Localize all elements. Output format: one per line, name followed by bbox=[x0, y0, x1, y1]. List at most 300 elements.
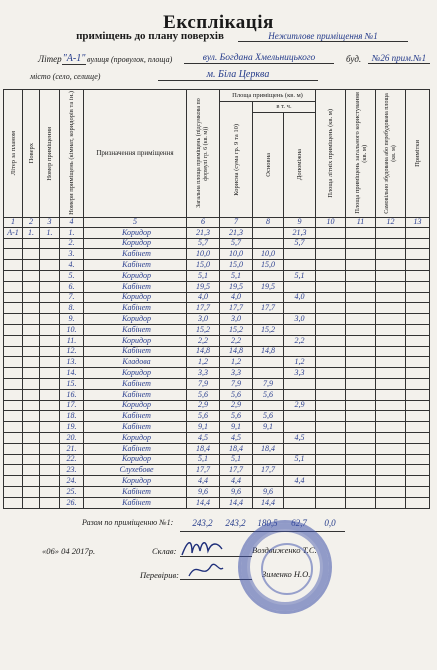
checked-signature bbox=[185, 558, 225, 582]
cell-liter bbox=[4, 422, 23, 433]
cell-useful: 5,6 bbox=[220, 411, 253, 422]
cell-empty bbox=[376, 324, 406, 335]
cell-name: Кабінет bbox=[84, 411, 187, 422]
cell-aux: 4,0 bbox=[284, 292, 316, 303]
table-row bbox=[4, 335, 430, 346]
cell-sub: 23. bbox=[60, 465, 84, 476]
cell-name: Кабінет bbox=[84, 378, 187, 389]
cell-sub: 10. bbox=[60, 324, 84, 335]
cell-liter bbox=[4, 281, 23, 292]
cell-empty bbox=[346, 249, 376, 260]
cell-empty bbox=[316, 270, 346, 281]
city-value: м. Біла Церква bbox=[158, 69, 318, 81]
cell-empty bbox=[406, 249, 430, 260]
cell-empty bbox=[406, 454, 430, 465]
cell-empty bbox=[406, 400, 430, 411]
cell-empty bbox=[316, 314, 346, 325]
cell-empty bbox=[346, 292, 376, 303]
liter-value: "А-1" bbox=[62, 53, 86, 64]
cell-sub: 25. bbox=[60, 486, 84, 497]
cell-empty bbox=[346, 335, 376, 346]
cell-liter bbox=[4, 292, 23, 303]
cell-empty bbox=[406, 281, 430, 292]
cell-floor bbox=[23, 389, 40, 400]
cell-room: 1. bbox=[40, 227, 60, 238]
cell-total: 18,4 bbox=[187, 443, 220, 454]
cell-floor bbox=[23, 314, 40, 325]
cell-empty bbox=[406, 292, 430, 303]
cell-main: 14,4 bbox=[253, 497, 284, 508]
cell-name: Кабінет bbox=[84, 324, 187, 335]
col-room-no: Номер приміщення bbox=[40, 90, 60, 218]
cell-room bbox=[40, 411, 60, 422]
cell-aux bbox=[284, 465, 316, 476]
cell-empty bbox=[376, 238, 406, 249]
cell-room bbox=[40, 335, 60, 346]
cell-sub: 15. bbox=[60, 378, 84, 389]
cell-liter: А-1 bbox=[4, 227, 23, 238]
cell-empty bbox=[406, 357, 430, 368]
cell-useful: 14,8 bbox=[220, 346, 253, 357]
cell-floor bbox=[23, 238, 40, 249]
document-title: Експлікація bbox=[163, 12, 274, 33]
col-incl: в т. ч. bbox=[253, 102, 316, 113]
cell-liter bbox=[4, 270, 23, 281]
cell-useful: 1,2 bbox=[220, 357, 253, 368]
column-number: 13 bbox=[406, 217, 430, 227]
cell-room bbox=[40, 454, 60, 465]
cell-name: Коридор bbox=[84, 227, 187, 238]
cell-liter bbox=[4, 443, 23, 454]
cell-room bbox=[40, 476, 60, 487]
cell-sub: 18. bbox=[60, 411, 84, 422]
cell-main: 10,0 bbox=[253, 249, 284, 260]
cell-useful: 7,9 bbox=[220, 378, 253, 389]
cell-name: Коридор bbox=[84, 270, 187, 281]
cell-aux bbox=[284, 486, 316, 497]
cell-sub: 8. bbox=[60, 303, 84, 314]
column-number: 5 bbox=[84, 217, 187, 227]
cell-aux bbox=[284, 324, 316, 335]
cell-room bbox=[40, 281, 60, 292]
cell-floor bbox=[23, 476, 40, 487]
col-storage: Самовільно збудована або перебудована площа (кв. м) bbox=[376, 90, 406, 218]
table-row bbox=[4, 389, 430, 400]
column-number: 1 bbox=[4, 217, 23, 227]
cell-empty bbox=[376, 292, 406, 303]
cell-empty bbox=[346, 411, 376, 422]
cell-empty bbox=[316, 378, 346, 389]
cell-empty bbox=[406, 432, 430, 443]
cell-main bbox=[253, 400, 284, 411]
cell-empty bbox=[406, 368, 430, 379]
cell-floor bbox=[23, 335, 40, 346]
cell-aux: 3,3 bbox=[284, 368, 316, 379]
cell-floor bbox=[23, 378, 40, 389]
cell-useful: 2,2 bbox=[220, 335, 253, 346]
table-row bbox=[4, 357, 430, 368]
cell-useful: 15,2 bbox=[220, 324, 253, 335]
cell-useful: 5,1 bbox=[220, 454, 253, 465]
cell-name: Кабінет bbox=[84, 249, 187, 260]
table-row bbox=[4, 422, 430, 433]
cell-empty bbox=[316, 443, 346, 454]
cell-empty bbox=[346, 465, 376, 476]
cell-total: 3,0 bbox=[187, 314, 220, 325]
cell-empty bbox=[346, 303, 376, 314]
cell-empty bbox=[376, 422, 406, 433]
cell-sub: 4. bbox=[60, 260, 84, 271]
cell-useful: 14,4 bbox=[220, 497, 253, 508]
cell-floor bbox=[23, 465, 40, 476]
cell-name: Коридор bbox=[84, 432, 187, 443]
table-row bbox=[4, 303, 430, 314]
cell-name: Коридор bbox=[84, 454, 187, 465]
cell-floor bbox=[23, 303, 40, 314]
cell-empty bbox=[316, 486, 346, 497]
cell-empty bbox=[406, 497, 430, 508]
cell-total: 21,3 bbox=[187, 227, 220, 238]
cell-room bbox=[40, 260, 60, 271]
cell-empty bbox=[376, 389, 406, 400]
col-area-group: Площа приміщень (кв. м) bbox=[220, 90, 316, 102]
cell-total: 4,5 bbox=[187, 432, 220, 443]
cell-total: 17,7 bbox=[187, 465, 220, 476]
cell-total: 5,6 bbox=[187, 389, 220, 400]
cell-room bbox=[40, 357, 60, 368]
cell-useful: 5,7 bbox=[220, 238, 253, 249]
building-value: №26 прим.№1 bbox=[368, 53, 430, 64]
document-subtitle: приміщень до плану поверхів bbox=[76, 30, 224, 42]
col-subroom-no: Номери приміщень (кімнат, коридорів та ін.) bbox=[60, 90, 84, 218]
cell-empty bbox=[346, 270, 376, 281]
cell-empty bbox=[316, 249, 346, 260]
cell-aux bbox=[284, 422, 316, 433]
cell-total: 5,7 bbox=[187, 238, 220, 249]
cell-empty bbox=[316, 227, 346, 238]
column-number: 7 bbox=[220, 217, 253, 227]
cell-main bbox=[253, 454, 284, 465]
cell-name: Коридор bbox=[84, 292, 187, 303]
cell-liter bbox=[4, 411, 23, 422]
cell-liter bbox=[4, 238, 23, 249]
cell-liter bbox=[4, 465, 23, 476]
cell-sub: 22. bbox=[60, 454, 84, 465]
table-row bbox=[4, 465, 430, 476]
cell-name: Кабінет bbox=[84, 346, 187, 357]
table-row bbox=[4, 227, 430, 238]
cell-sub: 26. bbox=[60, 497, 84, 508]
cell-empty bbox=[316, 476, 346, 487]
cell-sub: 13. bbox=[60, 357, 84, 368]
cell-floor bbox=[23, 281, 40, 292]
cell-main bbox=[253, 368, 284, 379]
cell-sub: 17. bbox=[60, 400, 84, 411]
cell-total: 9,6 bbox=[187, 486, 220, 497]
cell-aux bbox=[284, 281, 316, 292]
cell-name: Кабінет bbox=[84, 389, 187, 400]
cell-room bbox=[40, 389, 60, 400]
cell-sub: 6. bbox=[60, 281, 84, 292]
table-row bbox=[4, 411, 430, 422]
cell-useful: 3,0 bbox=[220, 314, 253, 325]
cell-empty bbox=[316, 368, 346, 379]
cell-empty bbox=[346, 400, 376, 411]
cell-aux: 3,0 bbox=[284, 314, 316, 325]
cell-room bbox=[40, 443, 60, 454]
cell-floor bbox=[23, 422, 40, 433]
cell-aux: 4,4 bbox=[284, 476, 316, 487]
column-number: 6 bbox=[187, 217, 220, 227]
cell-empty bbox=[376, 486, 406, 497]
table-row bbox=[4, 270, 430, 281]
totals-main: 180,5 bbox=[257, 518, 278, 528]
cell-sub: 19. bbox=[60, 422, 84, 433]
cell-empty bbox=[376, 497, 406, 508]
cell-liter bbox=[4, 324, 23, 335]
cell-empty bbox=[316, 357, 346, 368]
cell-name: Кабінет bbox=[84, 486, 187, 497]
cell-aux bbox=[284, 389, 316, 400]
cell-empty bbox=[316, 411, 346, 422]
cell-aux bbox=[284, 411, 316, 422]
table-row bbox=[4, 454, 430, 465]
column-number: 11 bbox=[346, 217, 376, 227]
cell-empty bbox=[346, 227, 376, 238]
table-row bbox=[4, 443, 430, 454]
cell-empty bbox=[406, 270, 430, 281]
cell-total: 15,2 bbox=[187, 324, 220, 335]
cell-useful: 17,7 bbox=[220, 303, 253, 314]
cell-total: 5,6 bbox=[187, 411, 220, 422]
column-number-row bbox=[4, 217, 430, 227]
col-floor: Поверх bbox=[23, 90, 40, 218]
cell-empty bbox=[316, 389, 346, 400]
cell-floor bbox=[23, 249, 40, 260]
cell-useful: 10,0 bbox=[220, 249, 253, 260]
cell-empty bbox=[316, 400, 346, 411]
cell-empty bbox=[316, 303, 346, 314]
table-row bbox=[4, 400, 430, 411]
cell-floor bbox=[23, 260, 40, 271]
table-row bbox=[4, 476, 430, 487]
table-row bbox=[4, 378, 430, 389]
cell-useful: 3,3 bbox=[220, 368, 253, 379]
cell-aux: 5,1 bbox=[284, 270, 316, 281]
cell-empty bbox=[376, 281, 406, 292]
cell-total: 9,1 bbox=[187, 422, 220, 433]
cell-empty bbox=[376, 378, 406, 389]
cell-room bbox=[40, 400, 60, 411]
totals-aux: 62,7 bbox=[291, 518, 307, 528]
col-total: Загальна площа приміщень (підсумкова по формулі гр. 6 (кв. м)) bbox=[187, 90, 220, 218]
table-row bbox=[4, 260, 430, 271]
totals-summer: 0,0 bbox=[324, 518, 336, 528]
cell-useful: 9,6 bbox=[220, 486, 253, 497]
cell-room bbox=[40, 249, 60, 260]
cell-empty bbox=[346, 238, 376, 249]
cell-empty bbox=[406, 389, 430, 400]
cell-empty bbox=[346, 476, 376, 487]
cell-useful: 5,1 bbox=[220, 270, 253, 281]
cell-aux: 1,2 bbox=[284, 357, 316, 368]
cell-sub: 16. bbox=[60, 389, 84, 400]
column-number: 9 bbox=[284, 217, 316, 227]
table-row bbox=[4, 281, 430, 292]
cell-empty bbox=[406, 324, 430, 335]
cell-sub: 24. bbox=[60, 476, 84, 487]
cell-name: Коридор bbox=[84, 476, 187, 487]
cell-aux: 4,5 bbox=[284, 432, 316, 443]
cell-floor bbox=[23, 454, 40, 465]
cell-main bbox=[253, 314, 284, 325]
cell-name: Коридор bbox=[84, 400, 187, 411]
building-label: буд. bbox=[346, 54, 362, 64]
cell-main: 15,2 bbox=[253, 324, 284, 335]
cell-empty bbox=[316, 324, 346, 335]
street-value: вул. Богдана Хмельницького bbox=[184, 53, 334, 64]
cell-main: 14,8 bbox=[253, 346, 284, 357]
cell-room bbox=[40, 314, 60, 325]
cell-total: 7,9 bbox=[187, 378, 220, 389]
cell-empty bbox=[316, 497, 346, 508]
cell-empty bbox=[376, 443, 406, 454]
cell-empty bbox=[346, 324, 376, 335]
cell-total: 2,9 bbox=[187, 400, 220, 411]
cell-liter bbox=[4, 454, 23, 465]
col-liter: Літер за планом bbox=[4, 90, 23, 218]
cell-empty bbox=[346, 378, 376, 389]
cell-useful: 18,4 bbox=[220, 443, 253, 454]
cell-empty bbox=[346, 281, 376, 292]
checked-label: Перевірив: bbox=[140, 570, 180, 580]
cell-useful: 2,9 bbox=[220, 400, 253, 411]
cell-empty bbox=[406, 314, 430, 325]
cell-empty bbox=[406, 335, 430, 346]
cell-sub: 21. bbox=[60, 443, 84, 454]
cell-empty bbox=[316, 454, 346, 465]
column-number: 10 bbox=[316, 217, 346, 227]
cell-liter bbox=[4, 346, 23, 357]
cell-room bbox=[40, 238, 60, 249]
totals-total: 243,2 bbox=[192, 518, 213, 528]
cell-name: Кабінет bbox=[84, 303, 187, 314]
cell-useful: 15,0 bbox=[220, 260, 253, 271]
cell-aux: 5,1 bbox=[284, 454, 316, 465]
cell-name: Кладова bbox=[84, 357, 187, 368]
cell-aux bbox=[284, 378, 316, 389]
cell-floor bbox=[23, 324, 40, 335]
cell-total: 1,2 bbox=[187, 357, 220, 368]
col-common: Площа приміщень загального користування (кв. м) bbox=[346, 90, 376, 218]
cell-total: 5,1 bbox=[187, 270, 220, 281]
cell-floor bbox=[23, 357, 40, 368]
cell-empty bbox=[406, 443, 430, 454]
official-stamp bbox=[238, 520, 332, 614]
table-row bbox=[4, 324, 430, 335]
table-row bbox=[4, 486, 430, 497]
table-row bbox=[4, 346, 430, 357]
column-number: 8 bbox=[253, 217, 284, 227]
cell-empty bbox=[346, 422, 376, 433]
cell-sub: 3. bbox=[60, 249, 84, 260]
cell-aux: 2,9 bbox=[284, 400, 316, 411]
cell-floor bbox=[23, 443, 40, 454]
cell-main bbox=[253, 432, 284, 443]
col-useful: Корисна (сума гр. 9 та 10) bbox=[220, 102, 253, 218]
cell-sub: 9. bbox=[60, 314, 84, 325]
cell-total: 3,3 bbox=[187, 368, 220, 379]
cell-main bbox=[253, 292, 284, 303]
cell-sub: 2. bbox=[60, 238, 84, 249]
table-row bbox=[4, 249, 430, 260]
cell-empty bbox=[406, 238, 430, 249]
totals-label: Разом по приміщенню №1: bbox=[82, 518, 174, 527]
cell-main bbox=[253, 270, 284, 281]
cell-room bbox=[40, 486, 60, 497]
composed-label: Склав: bbox=[152, 546, 177, 556]
cell-liter bbox=[4, 335, 23, 346]
cell-sub: 5. bbox=[60, 270, 84, 281]
cell-main: 5,6 bbox=[253, 411, 284, 422]
cell-main: 19,5 bbox=[253, 281, 284, 292]
cell-name: Кабінет bbox=[84, 443, 187, 454]
cell-empty bbox=[406, 422, 430, 433]
cell-useful: 17,7 bbox=[220, 465, 253, 476]
cell-room bbox=[40, 378, 60, 389]
cell-empty bbox=[376, 270, 406, 281]
cell-total: 2,2 bbox=[187, 335, 220, 346]
cell-empty bbox=[316, 422, 346, 433]
cell-name: Кабінет bbox=[84, 422, 187, 433]
cell-empty bbox=[376, 368, 406, 379]
cell-total: 19,5 bbox=[187, 281, 220, 292]
cell-empty bbox=[376, 227, 406, 238]
cell-name: Кабінет bbox=[84, 497, 187, 508]
table-row bbox=[4, 432, 430, 443]
footer-date: «06» 04 2017р. bbox=[42, 546, 96, 556]
cell-main: 7,9 bbox=[253, 378, 284, 389]
cell-name: Слухебове bbox=[84, 465, 187, 476]
col-main: Основна bbox=[253, 112, 284, 217]
cell-name: Кабінет bbox=[84, 260, 187, 271]
column-number: 2 bbox=[23, 217, 40, 227]
col-summer: Площа літніх приміщень (кв. м) bbox=[316, 90, 346, 218]
cell-empty bbox=[376, 346, 406, 357]
cell-empty bbox=[346, 454, 376, 465]
cell-liter bbox=[4, 357, 23, 368]
cell-empty bbox=[376, 400, 406, 411]
cell-total: 14,8 bbox=[187, 346, 220, 357]
cell-empty bbox=[376, 432, 406, 443]
col-aux: Допоміжна bbox=[284, 112, 316, 217]
cell-useful: 19,5 bbox=[220, 281, 253, 292]
cell-room bbox=[40, 346, 60, 357]
cell-empty bbox=[376, 454, 406, 465]
cell-liter bbox=[4, 400, 23, 411]
cell-total: 17,7 bbox=[187, 303, 220, 314]
cell-room bbox=[40, 497, 60, 508]
cell-total: 10,0 bbox=[187, 249, 220, 260]
cell-main: 9,1 bbox=[253, 422, 284, 433]
cell-sub: 11. bbox=[60, 335, 84, 346]
cell-total: 15,0 bbox=[187, 260, 220, 271]
cell-empty bbox=[406, 411, 430, 422]
cell-floor: 1. bbox=[23, 227, 40, 238]
table-row bbox=[4, 497, 430, 508]
cell-floor bbox=[23, 270, 40, 281]
cell-name: Кабінет bbox=[84, 281, 187, 292]
